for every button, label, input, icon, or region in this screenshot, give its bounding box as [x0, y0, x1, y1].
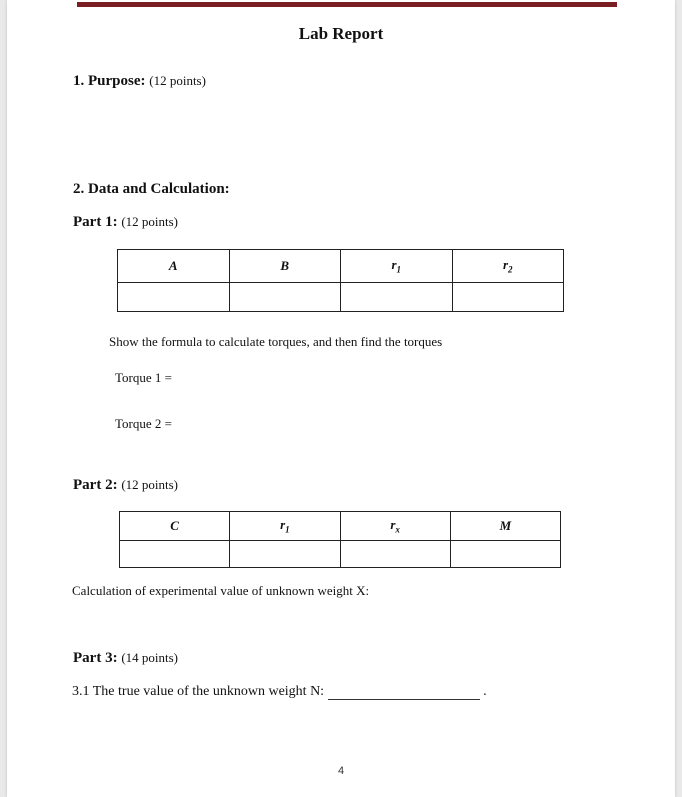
header-rule — [77, 2, 617, 7]
table-header-row — [120, 512, 561, 541]
page-number: 4 — [337, 765, 345, 777]
header-cell-r2: $r_2$ — [452, 250, 564, 283]
input-cell-rx[interactable] — [340, 541, 450, 568]
purpose-label: 1. Purpose: — [73, 73, 146, 89]
part2-table — [119, 511, 561, 568]
input-cell-m[interactable] — [450, 541, 560, 568]
header-cell-r1: $r_1$ — [230, 512, 340, 541]
input-cell-r1[interactable] — [341, 283, 453, 312]
calculation-text — [72, 583, 369, 599]
table-input-row — [118, 283, 564, 312]
part2-heading — [73, 477, 178, 494]
part1-points: (12 points) — [121, 214, 179, 229]
part1-heading — [73, 214, 178, 231]
part3-points: (14 points) — [121, 650, 179, 665]
input-cell-r2[interactable] — [452, 283, 564, 312]
answer-blank[interactable] — [328, 687, 480, 700]
part2-label: Part 2: — [73, 477, 118, 493]
input-cell-a[interactable] — [118, 283, 230, 312]
header-cell-r1: $r_1$ — [341, 250, 453, 283]
header-cell-rx: $r_x$ — [340, 512, 450, 541]
input-cell-r1[interactable] — [230, 541, 340, 568]
end-mark: . — [483, 684, 487, 699]
part3-label: Part 3: — [73, 650, 118, 666]
page-title: Lab Report — [298, 24, 384, 43]
header-cell-a: A — [118, 250, 230, 283]
calculation-label: Calculation of experimental value of unknown weight X: — [72, 583, 370, 598]
part1-label: Part 1: — [73, 214, 118, 230]
data-calc-heading: 2. Data and Calculation: — [73, 181, 230, 197]
part1-table — [117, 249, 564, 312]
torque2-label: Torque 2 = — [115, 416, 172, 431]
table-input-row — [120, 541, 561, 568]
formula-instruction: Show the formula to calculate torques, and then find the torques — [109, 334, 443, 349]
purpose-points: (12 points) — [149, 73, 206, 88]
torque1-label: Torque 1 = — [115, 370, 172, 385]
part3-question — [72, 684, 487, 700]
input-cell-c[interactable] — [120, 541, 230, 568]
document-page — [7, 0, 675, 797]
input-cell-b[interactable] — [229, 283, 341, 312]
header-cell-b: B — [229, 250, 341, 283]
table-header-row — [118, 250, 564, 283]
question-text: 3.1 The true value of the unknown weight N: — [72, 684, 325, 699]
header-cell-m: M — [450, 512, 560, 541]
part2-points: (12 points) — [121, 477, 179, 492]
part3-heading — [73, 650, 178, 667]
header-cell-c: C — [120, 512, 230, 541]
purpose-heading — [73, 73, 206, 90]
